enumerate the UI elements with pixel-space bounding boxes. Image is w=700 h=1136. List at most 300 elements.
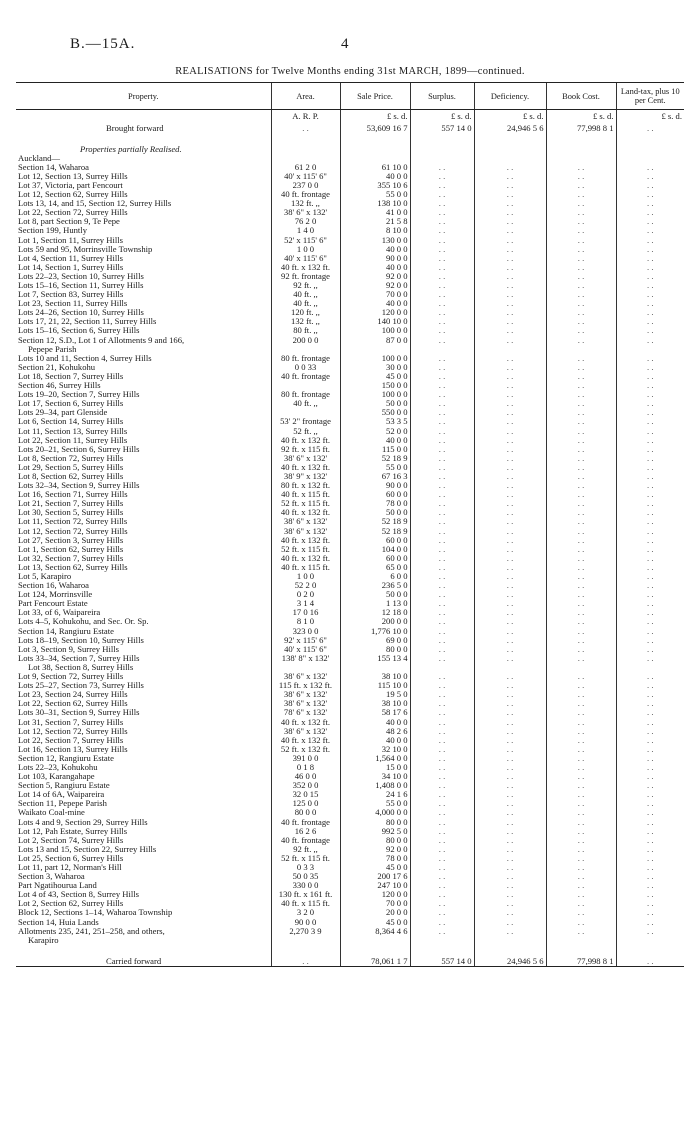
col-land-tax: Land-tax, plus 10 per Cent.: [616, 83, 684, 110]
property-name: Lot 22, Section 72, Surrey Hills: [18, 208, 128, 218]
property-deficiency: . .: [474, 745, 546, 754]
property-area: 80 ft. frontage: [271, 354, 340, 363]
property-book-cost: . .: [546, 326, 616, 335]
property-surplus: . .: [410, 772, 474, 781]
property-land-tax: . .: [616, 881, 684, 890]
table-row: [16, 699, 684, 708]
property-book-cost: . .: [546, 390, 616, 399]
property-land-tax: . .: [616, 408, 684, 417]
section-title: Properties partially Realised.: [80, 144, 182, 154]
property-surplus: . .: [410, 863, 474, 872]
property-land-tax: . .: [616, 208, 684, 217]
table-row: [16, 827, 684, 836]
carried-forward-label: Carried forward: [16, 957, 271, 967]
property-deficiency: . .: [474, 736, 546, 745]
property-deficiency: . .: [474, 290, 546, 299]
property-deficiency: . .: [474, 236, 546, 245]
property-surplus: . .: [410, 390, 474, 399]
property-sale-price: 48 2 6: [340, 727, 410, 736]
property-area: 391 0 0: [271, 754, 340, 763]
property-sale-price: 24 1 6: [340, 790, 410, 799]
property-deficiency: . .: [474, 363, 546, 372]
property-name: Lot 124, Morrinsville: [18, 590, 93, 600]
property-name: Lots 15–16, Section 6, Surrey Hills: [18, 326, 140, 336]
property-surplus: . .: [410, 890, 474, 899]
property-deficiency: . .: [474, 527, 546, 536]
property-land-tax: . .: [616, 490, 684, 499]
property-deficiency: . .: [474, 499, 546, 508]
property-sale-price: 60 0 0: [340, 536, 410, 545]
dots: . .: [271, 124, 340, 133]
property-deficiency: . .: [474, 918, 546, 927]
table-row: [16, 927, 684, 936]
property-area: 132 ft. ,,: [271, 199, 340, 208]
property-book-cost: . .: [546, 463, 616, 472]
property-sale-price: 55 0 0: [340, 799, 410, 808]
unit-book: £ s. d.: [546, 110, 616, 124]
property-name: Lots 4–5, Kohukohu, and Sec. Or. Sp.: [18, 617, 149, 627]
property-deficiency: . .: [474, 417, 546, 426]
property-area: 40 ft. ,,: [271, 299, 340, 308]
property-area: 80 ft. x 132 ft.: [271, 481, 340, 490]
property-surplus: . .: [410, 790, 474, 799]
property-surplus: . .: [410, 281, 474, 290]
property-deficiency: . .: [474, 454, 546, 463]
property-name: Lot 12, Section 13, Surrey Hills: [18, 171, 128, 181]
property-book-cost: . .: [546, 645, 616, 654]
property-surplus: . .: [410, 508, 474, 517]
property-book-cost: . .: [546, 445, 616, 454]
table-row: [16, 663, 684, 672]
property-surplus: . .: [410, 899, 474, 908]
property-surplus: . .: [410, 708, 474, 717]
property-deficiency: . .: [474, 427, 546, 436]
property-book-cost: . .: [546, 781, 616, 790]
table-row: [16, 317, 684, 326]
property-deficiency: . .: [474, 581, 546, 590]
property-book-cost: . .: [546, 354, 616, 363]
property-land-tax: . .: [616, 608, 684, 617]
property-surplus: . .: [410, 399, 474, 408]
property-name: Section 199, Huntly: [18, 226, 87, 236]
property-sale-price: 87 0 0: [340, 336, 410, 345]
property-name: Lot 1, Section 62, Surrey Hills: [18, 544, 124, 554]
property-book-cost: . .: [546, 217, 616, 226]
table-row: [16, 708, 684, 717]
property-area: 115 ft. x 132 ft.: [271, 681, 340, 690]
property-deficiency: . .: [474, 190, 546, 199]
property-book-cost: . .: [546, 763, 616, 772]
property-book-cost: . .: [546, 208, 616, 217]
property-surplus: . .: [410, 854, 474, 863]
table-row: [16, 536, 684, 545]
property-deficiency: . .: [474, 572, 546, 581]
table-row: [16, 263, 684, 272]
property-book-cost: . .: [546, 599, 616, 608]
property-land-tax: . .: [616, 899, 684, 908]
property-name: Lots 20–21, Section 6, Surrey Hills: [18, 444, 140, 454]
property-name: Lot 11, Section 72, Surrey Hills: [18, 517, 128, 527]
table-row: [16, 472, 684, 481]
property-deficiency: . .: [474, 299, 546, 308]
property-land-tax: . .: [616, 708, 684, 717]
property-book-cost: . .: [546, 299, 616, 308]
property-name: Lot 1, Section 11, Surrey Hills: [18, 235, 123, 245]
property-sale-price: 40 0 0: [340, 172, 410, 181]
table-body: [16, 110, 684, 945]
carried-forward-sale: 78,061 1 7: [340, 957, 410, 967]
property-surplus: . .: [410, 181, 474, 190]
table-row: [16, 436, 684, 445]
property-area: 40 ft. ,,: [271, 399, 340, 408]
property-sale-price: 40 0 0: [340, 736, 410, 745]
dots: . .: [616, 957, 684, 967]
table-row: [16, 908, 684, 917]
table-row: [16, 790, 684, 799]
property-book-cost: . .: [546, 436, 616, 445]
property-area: 40 ft. x 132 ft.: [271, 463, 340, 472]
property-name: Lot 16, Section 71, Surrey Hills: [18, 490, 128, 500]
property-book-cost: . .: [546, 554, 616, 563]
property-surplus: . .: [410, 217, 474, 226]
table-row: [16, 245, 684, 254]
property-land-tax: . .: [616, 226, 684, 235]
table-row: [16, 399, 684, 408]
property-area: 52 ft. ,,: [271, 427, 340, 436]
property-surplus: . .: [410, 572, 474, 581]
table-row: [16, 545, 684, 554]
property-book-cost: . .: [546, 236, 616, 245]
property-name: Lot 2, Section 74, Surrey Hills: [18, 835, 124, 845]
property-area: 38' 6" x 132': [271, 690, 340, 699]
property-name: Pepepe Parish: [28, 344, 77, 354]
property-name: Lot 21, Section 7, Surrey Hills: [18, 499, 124, 509]
property-book-cost: . .: [546, 854, 616, 863]
property-surplus: [410, 345, 474, 354]
property-area: 40' x 115' 6": [271, 645, 340, 654]
property-book-cost: . .: [546, 636, 616, 645]
property-book-cost: . .: [546, 899, 616, 908]
table-row: [16, 454, 684, 463]
property-area: 52 ft. x 115 ft.: [271, 545, 340, 554]
property-surplus: . .: [410, 308, 474, 317]
property-area: 92 ft. ,,: [271, 845, 340, 854]
property-land-tax: . .: [616, 736, 684, 745]
property-book-cost: . .: [546, 308, 616, 317]
property-name: Lot 12, Pah Estate, Surrey Hills: [18, 826, 128, 836]
table-row: [16, 745, 684, 754]
property-deficiency: . .: [474, 281, 546, 290]
property-book-cost: . .: [546, 699, 616, 708]
table-row: [16, 718, 684, 727]
property-land-tax: . .: [616, 645, 684, 654]
property-sale-price: 34 10 0: [340, 772, 410, 781]
property-surplus: . .: [410, 190, 474, 199]
property-book-cost: . .: [546, 581, 616, 590]
property-area: 38' 6" x 132': [271, 699, 340, 708]
property-surplus: . .: [410, 236, 474, 245]
property-book-cost: . .: [546, 927, 616, 936]
property-surplus: . .: [410, 290, 474, 299]
table-row: [16, 936, 684, 945]
property-area: 40 ft. x 132 ft.: [271, 436, 340, 445]
property-sale-price: 50 0 0: [340, 399, 410, 408]
property-area: 132 ft. ,,: [271, 317, 340, 326]
property-book-cost: . .: [546, 263, 616, 272]
property-sale-price: 200 0 0: [340, 617, 410, 626]
table-row: [16, 308, 684, 317]
property-name: Lot 8, Section 72, Surrey Hills: [18, 453, 124, 463]
table-row: [16, 290, 684, 299]
property-land-tax: . .: [616, 381, 684, 390]
table-row: [16, 836, 684, 845]
unit-surplus: £ s. d.: [410, 110, 474, 124]
property-land-tax: . .: [616, 536, 684, 545]
property-sale-price: 100 0 0: [340, 326, 410, 335]
property-book-cost: . .: [546, 527, 616, 536]
property-land-tax: . .: [616, 463, 684, 472]
property-name: Part Fencourt Estate: [18, 599, 88, 609]
property-deficiency: . .: [474, 718, 546, 727]
property-area: [271, 381, 340, 390]
property-area: 40 ft. x 115 ft.: [271, 490, 340, 499]
property-deficiency: [474, 663, 546, 672]
property-book-cost: . .: [546, 199, 616, 208]
property-name: Section 14, Rangiuru Estate: [18, 626, 114, 636]
property-deficiency: . .: [474, 627, 546, 636]
property-sale-price: 80 0 0: [340, 818, 410, 827]
table-row: [16, 272, 684, 281]
col-property: Property.: [16, 83, 271, 110]
property-name: Lot 2, Section 62, Surrey Hills: [18, 899, 124, 909]
property-sale-price: 40 0 0: [340, 299, 410, 308]
table-row: [16, 372, 684, 381]
property-sale-price: 8 10 0: [340, 226, 410, 235]
property-sale-price: 41 0 0: [340, 208, 410, 217]
property-surplus: . .: [410, 681, 474, 690]
property-name: Lot 8, part Section 9, Te Pepe: [18, 217, 120, 227]
property-area: 40 ft. x 132 ft.: [271, 263, 340, 272]
property-surplus: . .: [410, 617, 474, 626]
property-surplus: . .: [410, 654, 474, 663]
property-land-tax: . .: [616, 554, 684, 563]
property-name: Lots 24–26, Section 10, Surrey Hills: [18, 308, 144, 318]
table-row: [16, 336, 684, 345]
property-area: 38' 6" x 132': [271, 672, 340, 681]
property-deficiency: . .: [474, 326, 546, 335]
property-name: Lots 30–31, Section 9, Surrey Hills: [18, 708, 140, 718]
property-area: 46 0 0: [271, 772, 340, 781]
table-row: [16, 690, 684, 699]
property-book-cost: . .: [546, 708, 616, 717]
property-sale-price: 355 10 6: [340, 181, 410, 190]
table-row: [16, 190, 684, 199]
property-land-tax: . .: [616, 281, 684, 290]
table-row: [16, 918, 684, 927]
property-book-cost: . .: [546, 317, 616, 326]
property-land-tax: . .: [616, 827, 684, 836]
property-name: Section 12, Rangiuru Estate: [18, 753, 114, 763]
property-deficiency: . .: [474, 927, 546, 936]
property-sale-price: 1 13 0: [340, 599, 410, 608]
property-area: 92 ft. x 115 ft.: [271, 445, 340, 454]
property-deficiency: . .: [474, 254, 546, 263]
property-area: 52 ft. x 132 ft.: [271, 745, 340, 754]
property-land-tax: . .: [616, 672, 684, 681]
property-book-cost: . .: [546, 363, 616, 372]
brought-forward-label: Brought forward: [106, 123, 164, 133]
property-area: 352 0 0: [271, 781, 340, 790]
property-sale-price: 6 0 0: [340, 572, 410, 581]
property-name: Lot 16, Section 13, Surrey Hills: [18, 744, 128, 754]
property-book-cost: . .: [546, 499, 616, 508]
property-surplus: . .: [410, 718, 474, 727]
property-deficiency: . .: [474, 863, 546, 872]
property-land-tax: . .: [616, 427, 684, 436]
property-name: Section 14, Waharoa: [18, 162, 89, 172]
table-row: [16, 772, 684, 781]
property-surplus: . .: [410, 208, 474, 217]
property-sale-price: 78 0 0: [340, 854, 410, 863]
property-surplus: . .: [410, 226, 474, 235]
property-deficiency: . .: [474, 217, 546, 226]
property-surplus: [410, 663, 474, 672]
property-deficiency: . .: [474, 872, 546, 881]
property-surplus: . .: [410, 481, 474, 490]
property-area: [271, 663, 340, 672]
table-row: [16, 599, 684, 608]
property-area: 125 0 0: [271, 799, 340, 808]
property-land-tax: . .: [616, 190, 684, 199]
property-deficiency: . .: [474, 372, 546, 381]
property-area: 40 ft. frontage: [271, 372, 340, 381]
property-deficiency: . .: [474, 472, 546, 481]
property-surplus: . .: [410, 199, 474, 208]
property-land-tax: . .: [616, 390, 684, 399]
property-area: 52' x 115' 6": [271, 236, 340, 245]
property-name: Block 12, Sections 1–14, Waharoa Township: [18, 908, 173, 918]
property-area: 3 2 0: [271, 908, 340, 917]
property-name: Lot 103, Karangahape: [18, 772, 95, 782]
property-land-tax: . .: [616, 627, 684, 636]
property-deficiency: . .: [474, 199, 546, 208]
property-sale-price: 550 0 0: [340, 408, 410, 417]
property-surplus: . .: [410, 908, 474, 917]
property-book-cost: . .: [546, 245, 616, 254]
property-land-tax: . .: [616, 745, 684, 754]
property-sale-price: 45 0 0: [340, 863, 410, 872]
table-row: [16, 390, 684, 399]
property-land-tax: . .: [616, 908, 684, 917]
property-land-tax: [616, 936, 684, 945]
property-sale-price: 236 5 0: [340, 581, 410, 590]
property-land-tax: . .: [616, 572, 684, 581]
table-row: [16, 627, 684, 636]
property-book-cost: . .: [546, 918, 616, 927]
property-sale-price: 70 0 0: [340, 899, 410, 908]
table-row: [16, 281, 684, 290]
property-name: Lots 25–27, Section 73, Surrey Hills: [18, 681, 144, 691]
table-row: [16, 736, 684, 745]
unit-area: A. R. P.: [271, 110, 340, 124]
property-surplus: . .: [410, 163, 474, 172]
property-land-tax: . .: [616, 727, 684, 736]
property-land-tax: . .: [616, 799, 684, 808]
property-surplus: . .: [410, 699, 474, 708]
property-sale-price: 40 0 0: [340, 263, 410, 272]
property-name: Lots 15–16, Section 11, Surrey Hills: [18, 281, 144, 290]
property-land-tax: . .: [616, 481, 684, 490]
property-area: 2,270 3 9: [271, 927, 340, 936]
property-area: 330 0 0: [271, 881, 340, 890]
table-row: [16, 217, 684, 226]
property-sale-price: 50 0 0: [340, 590, 410, 599]
property-land-tax: . .: [616, 599, 684, 608]
property-land-tax: . .: [616, 363, 684, 372]
property-surplus: . .: [410, 245, 474, 254]
property-name: Lot 14, Section 1, Surrey Hills: [18, 262, 124, 272]
property-area: 40 ft. x 132 ft.: [271, 718, 340, 727]
property-land-tax: . .: [616, 545, 684, 554]
property-area: 237 0 0: [271, 181, 340, 190]
property-deficiency: . .: [474, 636, 546, 645]
property-land-tax: . .: [616, 199, 684, 208]
property-name: Lot 14 of 6A, Waipareira: [18, 790, 105, 800]
property-surplus: . .: [410, 408, 474, 417]
property-name: Lot 18, Section 7, Surrey Hills: [18, 371, 124, 381]
property-deficiency: . .: [474, 390, 546, 399]
property-name: Waikato Coal-mine: [18, 808, 85, 818]
property-land-tax: . .: [616, 354, 684, 363]
property-sale-price: 30 0 0: [340, 363, 410, 372]
property-sale-price: 90 0 0: [340, 254, 410, 263]
property-book-cost: . .: [546, 799, 616, 808]
property-name: Lots 17, 21, 22, Section 11, Surrey Hills: [18, 317, 157, 327]
property-name: Section 14, Huia Lands: [18, 917, 99, 927]
property-book-cost: . .: [546, 808, 616, 817]
property-deficiency: . .: [474, 727, 546, 736]
property-area: 138' 8" x 132': [271, 654, 340, 663]
table-row: [16, 563, 684, 572]
table-row: [16, 899, 684, 908]
property-land-tax: . .: [616, 918, 684, 927]
carried-forward-book: 77,998 8 1: [546, 957, 616, 967]
property-book-cost: [546, 345, 616, 354]
brought-forward-sale: 53,609 16 7: [340, 124, 410, 133]
property-name: Section 46, Surrey Hills: [18, 381, 101, 391]
property-sale-price: 40 0 0: [340, 436, 410, 445]
property-deficiency: . .: [474, 226, 546, 235]
property-deficiency: . .: [474, 599, 546, 608]
property-sale-price: 55 0 0: [340, 463, 410, 472]
table-row: [16, 299, 684, 308]
property-sale-price: 4,000 0 0: [340, 808, 410, 817]
table-row: [16, 445, 684, 454]
property-name: Lot 8, Section 62, Surrey Hills: [18, 471, 124, 481]
property-area: 17 0 16: [271, 608, 340, 617]
property-deficiency: . .: [474, 681, 546, 690]
table-row: [16, 508, 684, 517]
property-book-cost: . .: [546, 572, 616, 581]
property-sale-price: 38 10 0: [340, 699, 410, 708]
property-name: Lots 22–23, Section 10, Surrey Hills: [18, 271, 144, 281]
property-surplus: . .: [410, 554, 474, 563]
property-surplus: . .: [410, 627, 474, 636]
property-deficiency: . .: [474, 245, 546, 254]
table-row: [16, 499, 684, 508]
property-book-cost: . .: [546, 163, 616, 172]
property-deficiency: . .: [474, 772, 546, 781]
